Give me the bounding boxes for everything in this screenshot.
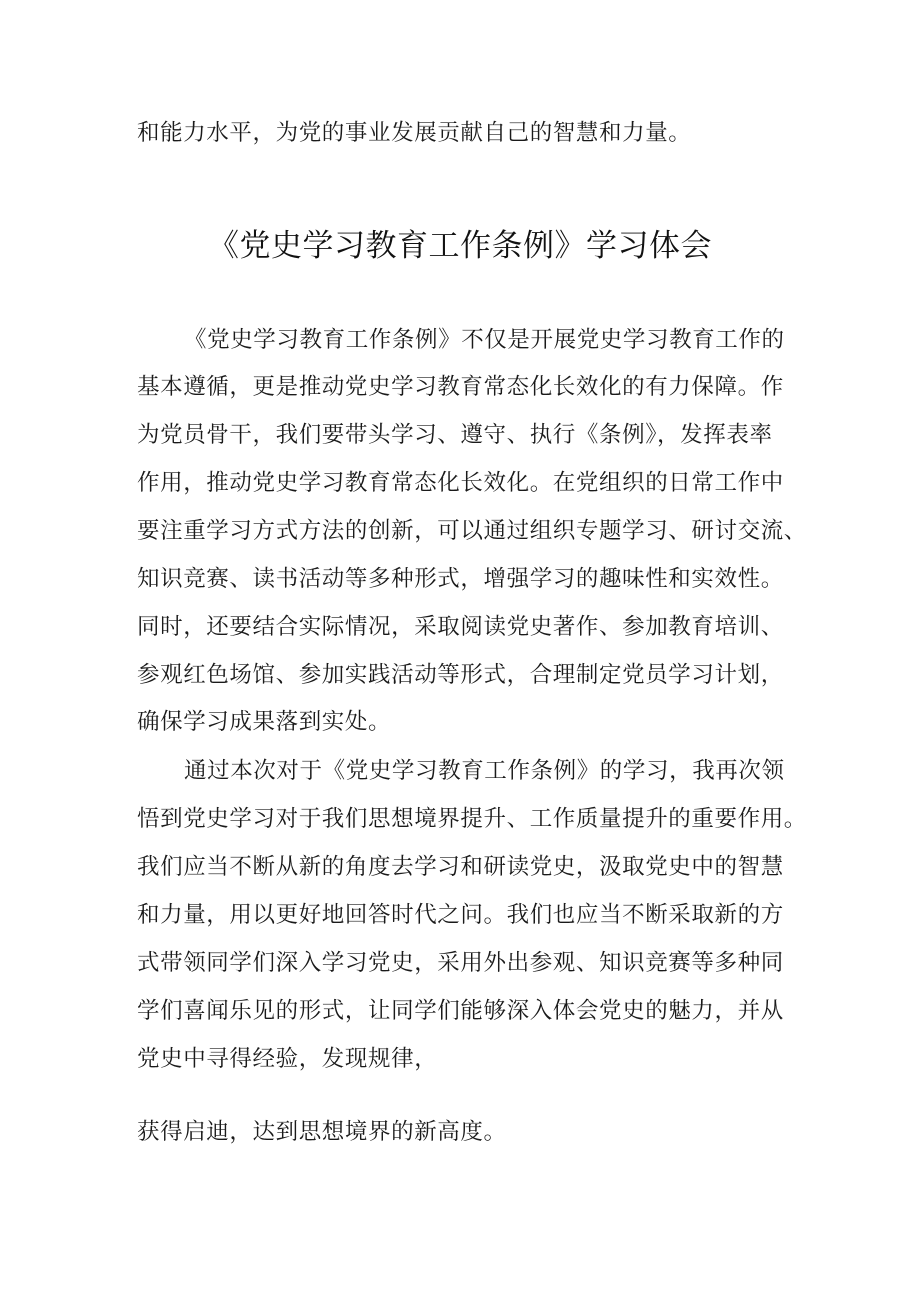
paragraph-line: 参观红色场馆、参加实践活动等形式，合理制定党员学习计划，: [137, 662, 784, 688]
paragraph-line: 通过本次对于《党史学习教育工作条例》的学习，我再次领: [184, 758, 785, 784]
paragraph-line: 要注重学习方式方法的创新，可以通过组织专题学习、研讨交流、: [137, 518, 807, 544]
document-title: 《党史学习教育工作条例》学习体会: [208, 228, 712, 264]
paragraph-line: 作用，推动党史学习教育常态化长效化。在党组织的日常工作中: [137, 470, 784, 496]
paragraph-line: 我们应当不断从新的角度去学习和研读党史，汲取党史中的智慧: [137, 854, 784, 880]
paragraph-line: 知识竞赛、读书活动等多种形式，增强学习的趣味性和实效性。: [137, 566, 784, 592]
paragraph-line: 《党史学习教育工作条例》不仅是开展党史学习教育工作的: [184, 327, 785, 353]
paragraph-line: 党史中寻得经验，发现规律，: [137, 1046, 438, 1072]
paragraph-line: 确保学习成果落到实处。: [137, 709, 392, 735]
paragraph-line: 为党员骨干，我们要带头学习、遵守、执行《条例》，发挥表率: [137, 422, 773, 448]
paragraph-line: 同时，还要结合实际情况，采取阅读党史著作、参加教育培训、: [137, 614, 784, 640]
paragraph-line: 式带领同学们深入学习党史，采用外出参观、知识竞赛等多种同: [137, 950, 784, 976]
closing-line: 获得启迪，达到思想境界的新高度。: [137, 1119, 507, 1145]
paragraph-line: 和力量，用以更好地回答时代之问。我们也应当不断采取新的方: [137, 902, 784, 928]
intro-line: 和能力水平，为党的事业发展贡献自己的智慧和力量。: [137, 120, 692, 146]
paragraph-line: 悟到党史学习对于我们思想境界提升、工作质量提升的重要作用。: [137, 806, 807, 832]
paragraph-line: 基本遵循，更是推动党史学习教育常态化长效化的有力保障。作: [137, 374, 784, 400]
paragraph-line: 学们喜闻乐见的形式，让同学们能够深入体会党史的魅力，并从: [137, 998, 784, 1024]
